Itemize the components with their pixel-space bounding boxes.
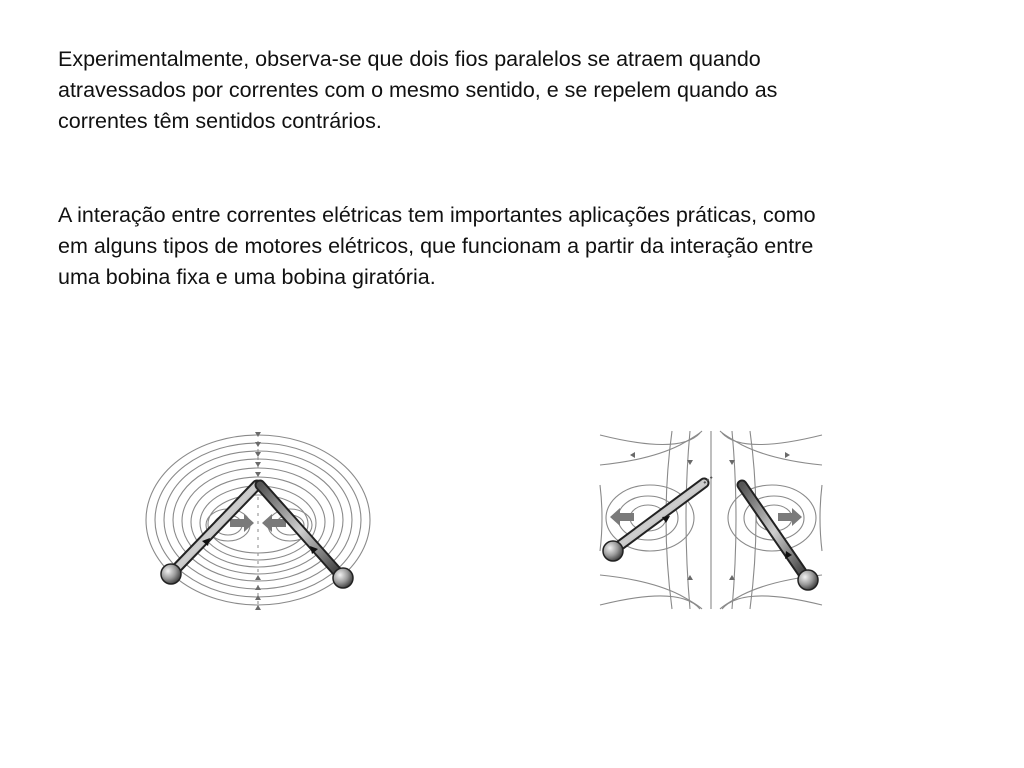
attraction-diagram xyxy=(140,425,390,615)
paragraph-line: atravessados por correntes com o mesmo sentido, e se repelem quando as xyxy=(58,78,778,102)
parallel-wires-attraction-field-diagram xyxy=(140,425,390,615)
paragraph-line: correntes têm sentidos contrários. xyxy=(58,109,382,133)
paragraph-current-interaction xyxy=(58,200,978,293)
wires xyxy=(161,485,353,588)
paragraph-line: uma bobina fixa e uma bobina giratória. xyxy=(58,265,436,289)
paragraph-line: Experimentalmente, observa-se que dois fios paralelos se atraem quando xyxy=(58,47,761,71)
paragraph-line: A interação entre correntes elétricas tem importantes aplicações práticas, como xyxy=(58,203,816,227)
paragraph-line: em alguns tipos de motores elétricos, que funcionam a partir da interação entre xyxy=(58,234,814,258)
paragraph-parallel-wires xyxy=(58,44,978,137)
repulsion-diagram xyxy=(590,425,830,615)
antiparallel-wires-repulsion-field-diagram xyxy=(590,425,830,615)
